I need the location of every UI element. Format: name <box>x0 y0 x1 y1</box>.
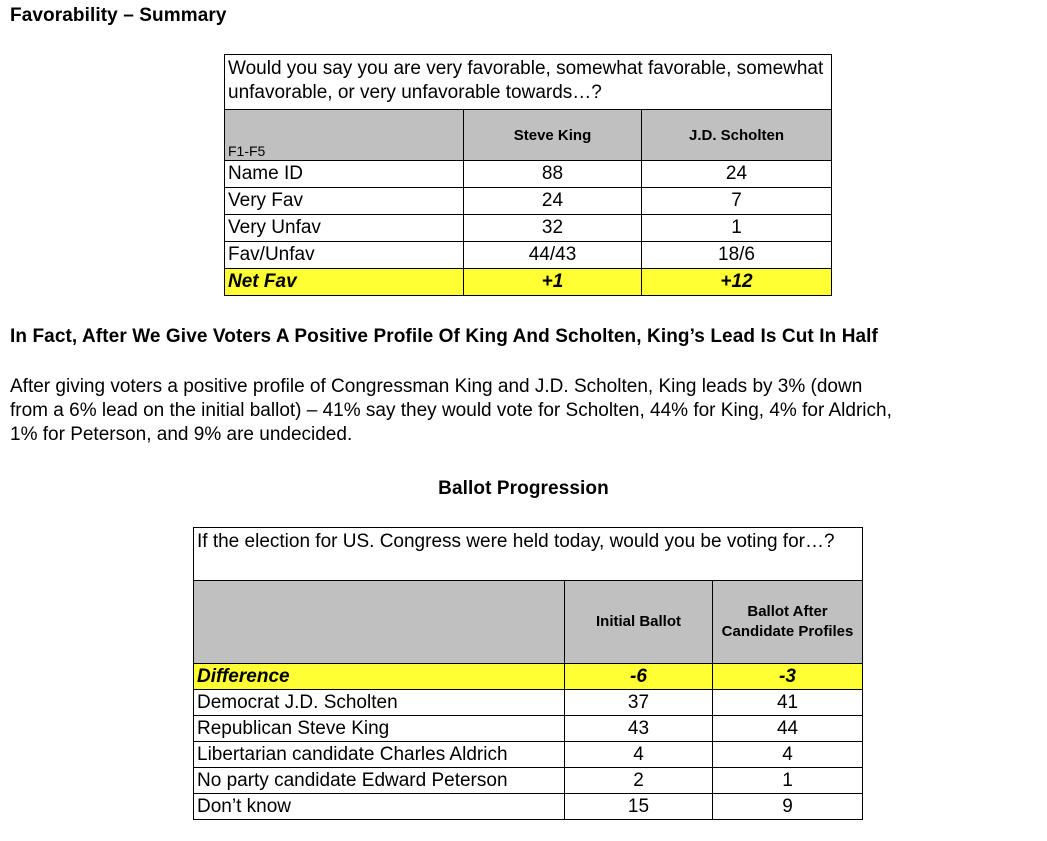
favorability-header-row <box>225 110 832 161</box>
table-row <box>194 768 863 794</box>
section-title-lead-cut: In Fact, After We Give Voters A Positive Profile Of King And Scholten, King’s Lead Is Cut In Half <box>10 326 878 347</box>
cell-value: 9 <box>713 794 863 820</box>
difference-row <box>194 664 863 690</box>
cell-value: 15 <box>565 794 713 820</box>
cell-value: 1 <box>642 215 832 242</box>
table-row <box>194 742 863 768</box>
cell-value: 43 <box>565 716 713 742</box>
cell-value: 4 <box>713 742 863 768</box>
row-label: Democrat J.D. Scholten <box>194 690 565 716</box>
difference-after: -3 <box>713 664 863 690</box>
cell-value: 24 <box>642 161 832 188</box>
cell-value: 44/43 <box>464 242 642 269</box>
row-label: Don’t know <box>194 794 565 820</box>
row-label: Republican Steve King <box>194 716 565 742</box>
column-header-initial-ballot: Initial Ballot <box>565 581 713 664</box>
cell-value: 37 <box>565 690 713 716</box>
table-row <box>225 215 832 242</box>
section-title-favorability: Favorability – Summary <box>10 5 227 26</box>
row-label: No party candidate Edward Peterson <box>194 768 565 794</box>
cell-value: 41 <box>713 690 863 716</box>
table-row <box>194 794 863 820</box>
cell-value: 1 <box>713 768 863 794</box>
paragraph-line: After giving voters a positive profile of Congressman King and J.D. Scholten, King leads by 3% (down <box>10 376 863 397</box>
cell-value: 32 <box>464 215 642 242</box>
table-row <box>194 690 863 716</box>
difference-label: Difference <box>194 664 565 690</box>
table-row <box>225 242 832 269</box>
paragraph-line: from a 6% lead on the initial ballot) – 41% say they would vote for Scholten, 44% for King, 4% for Aldrich, <box>10 400 892 421</box>
table-row <box>225 188 832 215</box>
header-blank-cell <box>194 581 565 664</box>
row-label: Libertarian candidate Charles Aldrich <box>194 742 565 768</box>
question-code: F1-F5 <box>225 110 464 161</box>
cell-value: 44 <box>713 716 863 742</box>
cell-value: 24 <box>464 188 642 215</box>
net-fav-row <box>225 269 832 296</box>
cell-value: 88 <box>464 161 642 188</box>
favorability-table <box>224 54 832 296</box>
cell-value: 2 <box>565 768 713 794</box>
net-fav-steve-king: +1 <box>464 269 642 296</box>
column-header-ballot-after-profiles: Ballot After Candidate Profiles <box>713 581 863 664</box>
paragraph-line: 1% for Peterson, and 9% are undecided. <box>10 424 353 445</box>
table-row <box>225 161 832 188</box>
net-fav-label: Net Fav <box>225 269 464 296</box>
row-label: Very Fav <box>225 188 464 215</box>
favorability-question: Would you say you are very favorable, somewhat favorable, somewhat unfavorable, or very unfavorable towards…? <box>225 55 832 110</box>
difference-initial: -6 <box>565 664 713 690</box>
net-fav-jd-scholten: +12 <box>642 269 832 296</box>
cell-value: 4 <box>565 742 713 768</box>
summary-paragraph <box>10 375 1045 447</box>
ballot-question: If the election for US. Congress were held today, would you be voting for…? <box>194 528 863 581</box>
cell-value: 18/6 <box>642 242 832 269</box>
cell-value: 7 <box>642 188 832 215</box>
column-header-steve-king: Steve King <box>464 110 642 161</box>
row-label: Fav/Unfav <box>225 242 464 269</box>
row-label: Name ID <box>225 161 464 188</box>
ballot-header-row <box>194 581 863 664</box>
column-header-jd-scholten: J.D. Scholten <box>642 110 832 161</box>
row-label: Very Unfav <box>225 215 464 242</box>
ballot-progression-title: Ballot Progression <box>438 478 609 499</box>
table-row <box>194 716 863 742</box>
ballot-progression-table <box>193 527 863 820</box>
